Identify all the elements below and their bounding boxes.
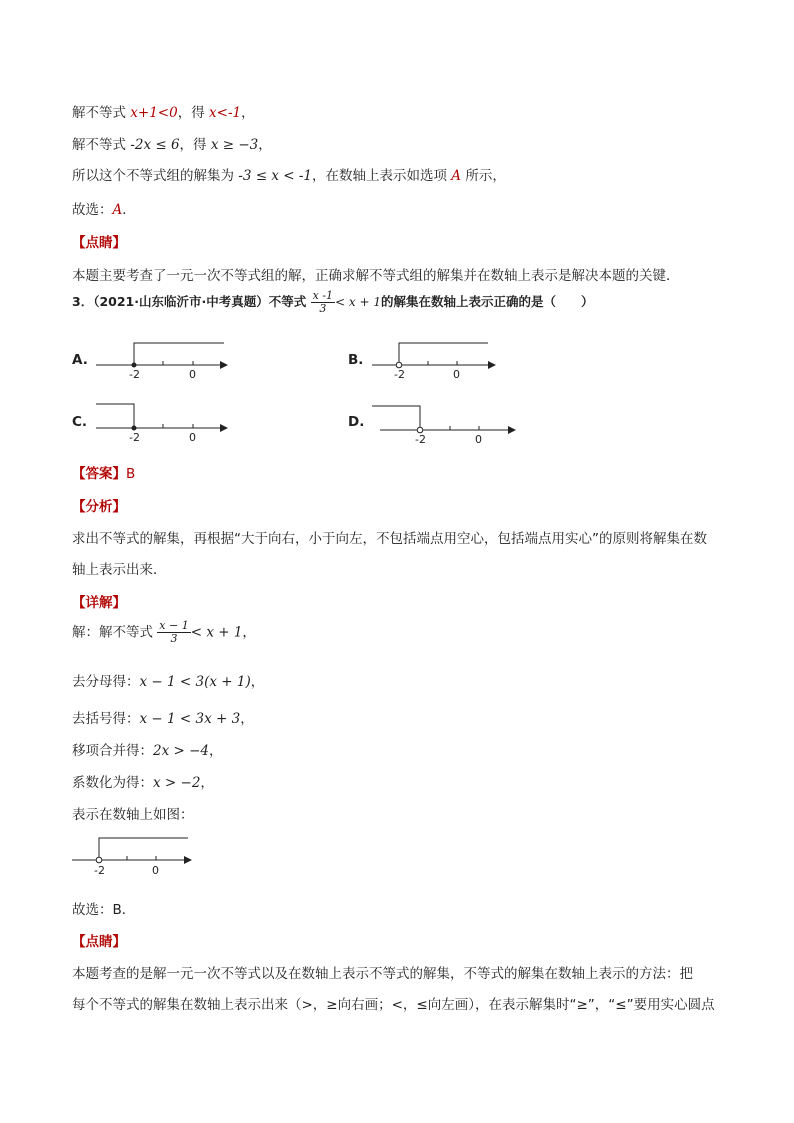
tick-label-right: 0 (189, 431, 196, 443)
text: ． (121, 902, 136, 918)
math-expression: x − 1 < 3(x + 1) (139, 674, 251, 690)
analysis-text-2: 轴上表示出来． (72, 562, 167, 578)
math-expression: x ≥ −3 (210, 137, 259, 153)
choice-value: B (112, 902, 122, 918)
option-a-label: A. (72, 352, 88, 368)
choice-value: A (112, 202, 123, 218)
text: 去括号得： (72, 711, 140, 727)
answer-value: B (126, 466, 136, 482)
fraction (311, 290, 335, 315)
numerator: x − 1 (159, 619, 189, 632)
denominator: 3 (319, 302, 327, 315)
comment2-text-2: 每个不等式的解集在数轴上表示出来（>，≥向右画；<，≤向左画），在表示解集时“≥”，“≤”要用实心圆点 (72, 997, 715, 1013)
detail-step-4 (72, 739, 223, 759)
text: ， (209, 743, 223, 759)
tick-label-left: -2 (129, 431, 140, 443)
text: 所示， (461, 168, 506, 184)
text: ， (240, 711, 254, 727)
fraction (157, 620, 190, 645)
text: ， (258, 137, 272, 153)
detail-step-2 (72, 670, 264, 690)
comment-tag: 【点睛】 (72, 235, 126, 251)
detail-step-6: 表示在数轴上如图： (72, 807, 194, 823)
solution-line-1 (72, 101, 255, 121)
hollow-dot (96, 857, 102, 863)
text: ． (122, 202, 136, 218)
hollow-dot (417, 427, 423, 433)
numerator: x -1 (312, 289, 334, 302)
math-expression: < x + 1 (190, 624, 243, 641)
math-expression: x > −2 (153, 775, 201, 791)
text: ， (250, 674, 265, 690)
choice-line (72, 198, 136, 218)
solution-line-3 (72, 164, 506, 184)
solid-dot (132, 363, 137, 368)
denominator: 3 (170, 632, 178, 645)
comment2-text-1: 本题考查的是解一元一次不等式以及在数轴上表示不等式的解集，不等式的解集在数轴上表示的方法：把 (72, 966, 693, 982)
text: 解：解不等式 (72, 624, 153, 641)
option-a-numberline[interactable] (90, 335, 240, 380)
option-c-label: C. (72, 414, 88, 430)
detail-choice (72, 898, 135, 918)
question-number: 3． (72, 294, 94, 309)
math-expression: -2x ≤ 6 (130, 137, 180, 153)
answer-line (72, 462, 135, 482)
detail-step-3 (72, 707, 254, 727)
detail-step-5 (72, 771, 214, 791)
text: 所以这个不等式组的解集为 (72, 168, 239, 184)
text: ，得 (179, 137, 211, 153)
text: 系数化为得： (72, 775, 153, 791)
text: 的解集在数轴上表示正确的是（ ） (381, 294, 594, 309)
text: ， (241, 105, 255, 121)
text: ，得 (177, 105, 210, 121)
tick-label-right: 0 (152, 864, 159, 877)
tick-label-right: 0 (189, 368, 196, 380)
comment-text: 本题主要考查了一元一次不等式组的解，正确求解不等式组的解集并在数轴上表示是解决本题的关键． (72, 268, 680, 284)
solution-line-2 (72, 133, 272, 153)
comment2-tag: 【点睛】 (72, 934, 126, 950)
math-expression: x − 1 < 3x + 3 (139, 711, 241, 727)
text: ，在数轴上表示如选项 (312, 168, 452, 184)
text: 去分母得： (72, 674, 140, 690)
answer-tag: 【答案】 (72, 466, 126, 482)
text: 解不等式 (72, 105, 131, 121)
answer-numberline (68, 830, 208, 880)
option-d-numberline[interactable] (368, 398, 528, 443)
math-expression: < x + 1 (335, 295, 382, 309)
tick-label-right: 0 (453, 368, 460, 380)
math-expression: 2x > −4 (153, 743, 209, 759)
text: 不等式 (268, 294, 307, 309)
text: 故选： (72, 202, 113, 218)
math-expression: -3 ≤ x < -1 (238, 168, 312, 184)
text: ， (242, 624, 256, 641)
option-b-label: B. (348, 352, 364, 368)
question-3-stem (72, 290, 594, 315)
analysis-text-1: 求出不等式的解集，再根据“大于向右，小于向左，不包括端点用空心，包括端点用实心”的原则将解集在数 (72, 531, 707, 547)
text: ， (200, 775, 214, 791)
option-c-numberline[interactable] (90, 398, 240, 443)
math-expression: x<-1 (209, 105, 242, 121)
tick-label-left: -2 (94, 864, 105, 877)
option-b-numberline[interactable] (368, 335, 518, 380)
tick-label-left: -2 (129, 368, 140, 380)
option-d-label: D. (348, 414, 365, 430)
tick-label-right: 0 (475, 433, 482, 443)
detail-tag: 【详解】 (72, 595, 126, 611)
solid-dot (132, 426, 137, 431)
detail-step-1 (72, 620, 256, 645)
text: 故选： (72, 902, 113, 918)
text: 解不等式 (72, 137, 131, 153)
option-letter: A (451, 168, 462, 184)
question-source: （2021·山东临沂市·中考真题） (93, 294, 269, 309)
hollow-dot (396, 362, 402, 368)
analysis-tag: 【分析】 (72, 499, 126, 515)
tick-label-left: -2 (394, 368, 405, 380)
math-expression: x+1<0 (130, 105, 178, 121)
text: 移项合并得： (72, 743, 153, 759)
tick-label-left: -2 (415, 433, 426, 443)
